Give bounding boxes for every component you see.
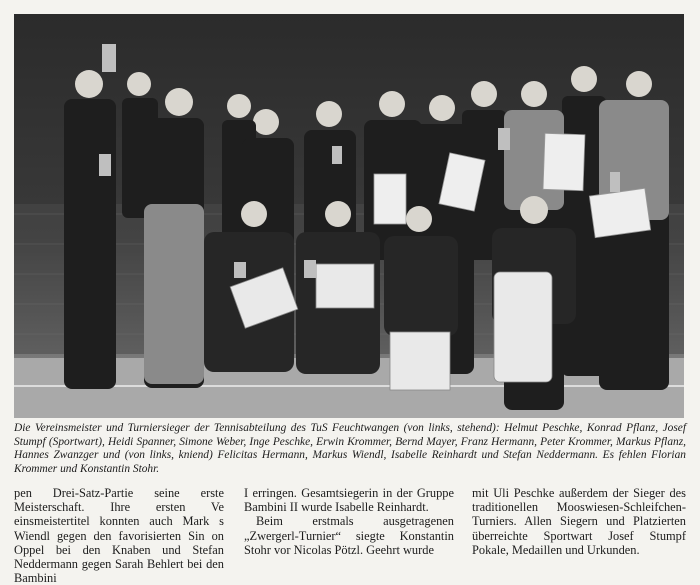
article-paragraph: Beim erstmals ausgetragenen „Zwergerl-Turnier“ siegte Konstantin Stohr vor Nicolas Pötzl. Geehrt wurde	[244, 514, 454, 557]
article-body	[14, 486, 686, 585]
article-paragraph: mit Uli Peschke außerdem der Sieger des traditionellen Mooswiesen-Schleifchen-Turniers. Allen Siegern und Platzierten überreichte Sportwart Josef Stumpf Pokale, Medaillen und Urkunden.	[472, 486, 686, 557]
group-photo	[14, 14, 684, 418]
group-photo-illustration	[14, 14, 684, 418]
article-column-2	[244, 486, 454, 557]
photo-caption: Die Vereinsmeister und Turniersieger der Tennisabteilung des TuS Feuchtwangen (von links, stehend): Helmut Peschke, Konrad Pflanz, Josef Stumpf (Sportwart), Heidi Spanner, Simone Weber, Inge Peschke, Erwin Krommer, Bernd Mayer, Franz Hermann, Peter Krommer, Markus Pflanz, Hannes Zwanzger und (von links, kniend) Felicitas Hermann, Markus Wiendl, Isabelle Reinhardt und Stefan Neddermann. Es fehlen Florian Krommer und Konstantin Stohr.	[14, 422, 686, 475]
article-column-3	[472, 486, 686, 557]
article-paragraph: pen Drei-Satz-Partie seine erste Meisterschaft. Ihre ersten Ve einsmeistertitel konnten auch Mark s Wiendl gegen den favorisierten Sin on Oppel bei den Knaben und Stefan Neddermann gegen Sarah Behlert bei den Bambini	[14, 486, 224, 585]
article-paragraph: I erringen. Gesamtsiegerin in der Gruppe Bambini II wurde Isabelle Reinhardt.	[244, 486, 454, 515]
article-column-1	[14, 486, 224, 585]
